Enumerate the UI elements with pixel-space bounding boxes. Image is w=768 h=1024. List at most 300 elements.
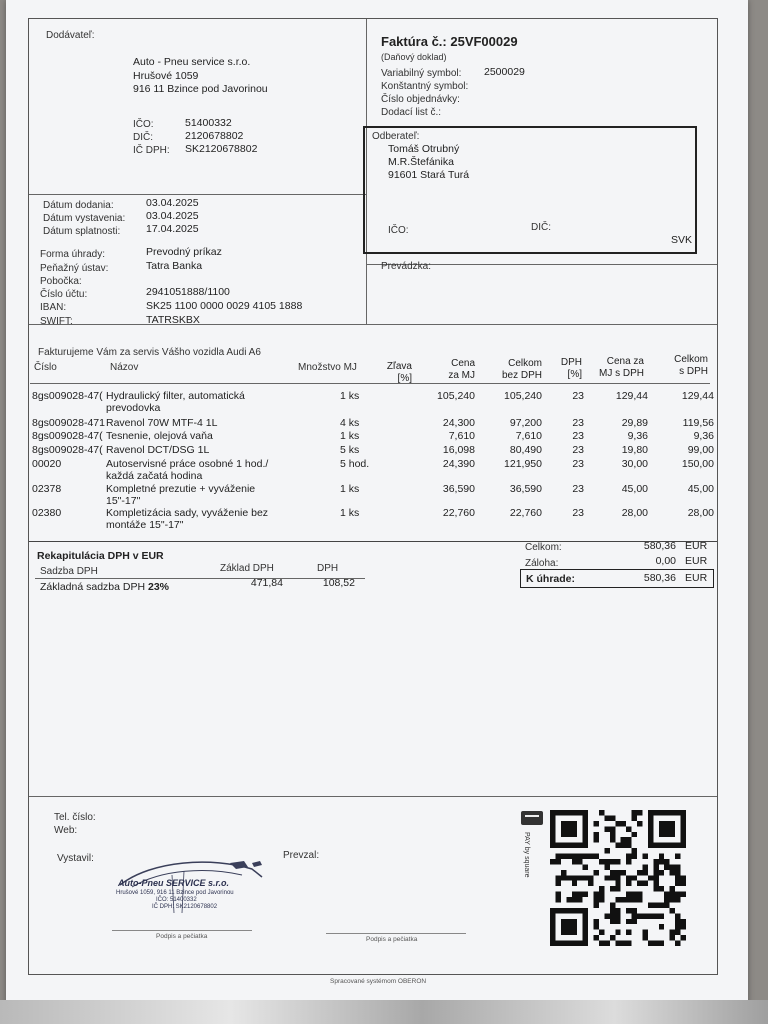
col-total-vat bbox=[660, 354, 708, 378]
cell-code: 00020 bbox=[32, 458, 62, 470]
supplier-dic-label: DIČ: bbox=[133, 132, 153, 143]
qr-module bbox=[653, 870, 658, 875]
cell-qty: 5 hod. bbox=[340, 458, 370, 470]
col-vat-line1: DPH bbox=[560, 357, 582, 368]
cell-unitvat: 19,80 bbox=[621, 444, 648, 456]
qr-module bbox=[632, 908, 637, 913]
buyer-city: 91601 Stará Turá bbox=[388, 169, 470, 181]
qr-module bbox=[670, 892, 675, 897]
qr-module bbox=[594, 854, 599, 859]
qr-module bbox=[675, 930, 680, 935]
qr-module bbox=[648, 902, 653, 907]
payment-method: Prevodný príkaz bbox=[146, 246, 222, 258]
qr-module bbox=[610, 832, 615, 837]
qr-module bbox=[653, 913, 658, 918]
cell-total: 80,490 bbox=[509, 444, 542, 456]
cell-name1: Ravenol DCT/DSG 1L bbox=[106, 444, 210, 456]
qr-module bbox=[675, 875, 680, 880]
stamp-title: Auto-Pneu SERVICE s.r.o. bbox=[118, 878, 230, 888]
payment-method-label: Forma úhrady: bbox=[40, 249, 106, 260]
qr-module bbox=[621, 843, 626, 848]
qr-module bbox=[577, 875, 582, 880]
recap-row-label bbox=[40, 581, 169, 593]
qr-module bbox=[615, 875, 620, 880]
qr-module bbox=[561, 919, 577, 935]
delivery-note-label: Dodací list č.: bbox=[381, 107, 442, 118]
qr-module bbox=[604, 864, 609, 869]
qr-module bbox=[664, 892, 669, 897]
qr-module bbox=[675, 870, 680, 875]
variable-symbol: 2500029 bbox=[484, 66, 525, 78]
qr-module bbox=[610, 870, 615, 875]
qr-module bbox=[610, 837, 615, 842]
cell-totalvat: 99,00 bbox=[687, 444, 714, 456]
cell-qty: 1 ks bbox=[340, 430, 360, 442]
qr-module bbox=[670, 908, 675, 913]
recap-vat: 108,52 bbox=[322, 577, 355, 589]
qr-module bbox=[566, 897, 571, 902]
qr-module bbox=[555, 875, 560, 880]
qr-module bbox=[621, 941, 626, 946]
buyer-street: M.R.Štefánika bbox=[388, 156, 454, 168]
cell-qty: 4 ks bbox=[340, 417, 360, 429]
cell-total: 36,590 bbox=[509, 483, 542, 495]
due-date: 17.04.2025 bbox=[146, 223, 199, 235]
qr-module bbox=[681, 935, 686, 940]
cell-total: 105,240 bbox=[504, 390, 542, 402]
stamp-address: Hrušové 1059, 916 11 Bzince pod Javorinou bbox=[116, 890, 234, 896]
recap-row-rate: 23% bbox=[147, 581, 169, 593]
col-qty: Množstvo MJ bbox=[298, 362, 357, 373]
qr-module bbox=[626, 854, 631, 859]
background-foil bbox=[0, 1000, 768, 1024]
cell-totalvat: 28,00 bbox=[687, 507, 714, 519]
col-code: Číslo bbox=[34, 362, 57, 373]
carrier-label: Prevádzka: bbox=[381, 261, 432, 272]
qr-module bbox=[637, 892, 642, 897]
qr-module bbox=[670, 886, 675, 891]
cell-name1: Hydraulický filter, automatická bbox=[106, 390, 245, 402]
supplier-city: 916 11 Bzince pod Javorinou bbox=[133, 83, 268, 95]
qr-module bbox=[566, 854, 571, 859]
qr-module bbox=[615, 821, 620, 826]
invoice-title: Faktúra č.: 25VF00029 bbox=[381, 34, 518, 49]
recap-base-label: Základ DPH bbox=[220, 563, 274, 574]
qr-module bbox=[664, 897, 669, 902]
qr-module bbox=[615, 930, 620, 935]
qr-module bbox=[594, 892, 599, 897]
qr-module bbox=[626, 941, 631, 946]
cell-unitvat: 9,36 bbox=[627, 430, 648, 442]
table-row bbox=[0, 507, 768, 541]
qr-module bbox=[675, 892, 680, 897]
qr-module bbox=[675, 864, 680, 869]
issue-date-label: Dátum vystavenia: bbox=[43, 213, 126, 224]
qr-module bbox=[588, 875, 593, 880]
cell-totalvat: 150,00 bbox=[681, 458, 714, 470]
qr-module bbox=[659, 913, 664, 918]
col-unit-vat-line2: MJ s DPH bbox=[599, 368, 644, 379]
total-amount: 580,36 bbox=[643, 540, 676, 552]
qr-module bbox=[675, 924, 680, 929]
cell-vat: 23 bbox=[572, 430, 584, 442]
qr-module bbox=[632, 854, 637, 859]
qr-module bbox=[555, 897, 560, 902]
cell-total: 121,950 bbox=[504, 458, 542, 470]
iban-label: IBAN: bbox=[40, 302, 67, 313]
recap-title: Rekapitulácia DPH v EUR bbox=[37, 550, 164, 562]
order-number-label: Číslo objednávky: bbox=[381, 94, 460, 105]
qr-module bbox=[599, 897, 604, 902]
col-name: Názov bbox=[110, 362, 139, 373]
delivery-date: 03.04.2025 bbox=[146, 197, 199, 209]
phone-label: Tel. číslo: bbox=[54, 812, 96, 823]
col-vat-line2: [%] bbox=[567, 369, 582, 380]
qr-module bbox=[648, 941, 653, 946]
col-unit-price-line2: za MJ bbox=[448, 370, 475, 381]
amount-due-currency: EUR bbox=[685, 572, 708, 584]
col-total-vat-line2: s DPH bbox=[679, 366, 708, 377]
qr-module bbox=[675, 941, 680, 946]
qr-module bbox=[637, 821, 642, 826]
qr-module bbox=[610, 886, 615, 891]
qr-module bbox=[621, 897, 626, 902]
qr-module bbox=[615, 843, 620, 848]
qr-module bbox=[626, 897, 631, 902]
qr-module bbox=[675, 913, 680, 918]
supplier-name: Auto - Pneu service s.r.o. bbox=[133, 56, 251, 68]
cell-unit: 105,240 bbox=[437, 390, 475, 402]
qr-module bbox=[572, 881, 577, 886]
signature-caption-issued: Podpis a pečiatka bbox=[156, 933, 208, 940]
qr-module bbox=[653, 902, 658, 907]
qr-module bbox=[610, 815, 615, 820]
cell-unit: 24,300 bbox=[442, 417, 475, 429]
qr-module bbox=[664, 864, 669, 869]
qr-module bbox=[642, 881, 647, 886]
iban: SK25 1100 0000 0029 4105 1888 bbox=[146, 300, 303, 312]
signature-caption-received: Podpis a pečiatka bbox=[366, 936, 418, 943]
cell-qty: 1 ks bbox=[340, 507, 360, 519]
qr-module bbox=[577, 854, 582, 859]
delivery-date-label: Dátum dodania: bbox=[43, 200, 114, 211]
cell-qty: 1 ks bbox=[340, 390, 360, 402]
qr-module bbox=[604, 815, 609, 820]
supplier-icdph-label: IČ DPH: bbox=[133, 145, 170, 156]
qr-module bbox=[675, 881, 680, 886]
branch-label: Pobočka: bbox=[40, 276, 82, 287]
advance-amount: 0,00 bbox=[655, 555, 676, 567]
cell-code: 8gs009028-47( bbox=[32, 430, 103, 442]
cell-name1: Autoservisné práce osobné 1 hod./ bbox=[106, 458, 269, 470]
qr-module bbox=[594, 870, 599, 875]
qr-module bbox=[588, 881, 593, 886]
amount-due-label: K úhrade: bbox=[526, 573, 576, 585]
qr-module bbox=[637, 881, 642, 886]
qr-module bbox=[626, 908, 631, 913]
col-unit-price-line1: Cena bbox=[451, 358, 475, 369]
qr-module bbox=[626, 892, 631, 897]
qr-module bbox=[653, 941, 658, 946]
company-stamp bbox=[112, 855, 292, 915]
qr-module bbox=[577, 859, 582, 864]
qr-module bbox=[642, 913, 647, 918]
qr-module bbox=[670, 870, 675, 875]
due-date-label: Dátum splatnosti: bbox=[43, 226, 121, 237]
cell-totalvat: 45,00 bbox=[687, 483, 714, 495]
qr-module bbox=[626, 919, 631, 924]
qr-module bbox=[626, 826, 631, 831]
qr-module bbox=[594, 902, 599, 907]
qr-module bbox=[653, 875, 658, 880]
qr-module bbox=[626, 930, 631, 935]
qr-module bbox=[572, 875, 577, 880]
qr-module bbox=[659, 902, 664, 907]
received-by-label: Prevzal: bbox=[283, 850, 320, 861]
col-discount-line2: [%] bbox=[397, 373, 412, 384]
stamp-ico: IČO: 51400332 bbox=[156, 897, 197, 903]
qr-module bbox=[664, 859, 669, 864]
table-header-divider bbox=[30, 383, 710, 384]
cell-code: 8gs009028-47( bbox=[32, 444, 103, 456]
qr-module bbox=[626, 881, 631, 886]
pay-by-square-card-icon bbox=[521, 811, 543, 825]
buyer-label: Odberateľ: bbox=[372, 131, 420, 142]
qr-module bbox=[572, 897, 577, 902]
qr-module bbox=[599, 930, 604, 935]
supplier-street: Hrušové 1059 bbox=[133, 70, 199, 82]
cell-totalvat: 129,44 bbox=[681, 390, 714, 402]
qr-module bbox=[610, 859, 615, 864]
cell-qty: 5 ks bbox=[340, 444, 360, 456]
cell-name1: Ravenol 70W MTF-4 1L bbox=[106, 417, 218, 429]
qr-module bbox=[594, 935, 599, 940]
qr-module bbox=[642, 870, 647, 875]
amount-due: 580,36 bbox=[643, 572, 676, 584]
qr-module bbox=[599, 892, 604, 897]
bank: Tatra Banka bbox=[146, 260, 203, 272]
system-footer: Spracované systémom OBERON bbox=[330, 978, 427, 985]
cell-unitvat: 45,00 bbox=[621, 483, 648, 495]
qr-module bbox=[648, 913, 653, 918]
cell-name2: 15"-17" bbox=[106, 495, 141, 507]
invoice-intro: Fakturujeme Vám za servis Vášho vozidla Audi A6 bbox=[38, 347, 261, 358]
swift: TATRSKBX bbox=[146, 314, 200, 326]
cell-vat: 23 bbox=[572, 390, 584, 402]
items-end-divider bbox=[29, 541, 717, 542]
qr-module bbox=[604, 941, 609, 946]
qr-module bbox=[632, 810, 637, 815]
qr-module bbox=[555, 854, 560, 859]
qr-module bbox=[653, 886, 658, 891]
cell-unitvat: 28,00 bbox=[621, 507, 648, 519]
qr-module bbox=[659, 924, 664, 929]
qr-module bbox=[588, 854, 593, 859]
qr-module bbox=[572, 854, 577, 859]
cell-name1: Kompletizácia sady, vyváženie bez bbox=[106, 507, 269, 519]
qr-module bbox=[621, 821, 626, 826]
qr-module bbox=[681, 919, 686, 924]
qr-module bbox=[594, 821, 599, 826]
qr-module bbox=[681, 875, 686, 880]
qr-module bbox=[681, 924, 686, 929]
qr-module bbox=[681, 881, 686, 886]
account-number: 2941051888/1100 bbox=[146, 286, 230, 298]
cell-total: 7,610 bbox=[515, 430, 542, 442]
cell-code: 02378 bbox=[32, 483, 62, 495]
qr-module bbox=[642, 935, 647, 940]
swift-label: SWIFT: bbox=[40, 316, 73, 327]
issued-by-label: Vystavil: bbox=[57, 853, 94, 864]
cell-vat: 23 bbox=[572, 417, 584, 429]
cell-unitvat: 29,89 bbox=[621, 417, 648, 429]
cell-total: 22,760 bbox=[509, 507, 542, 519]
supplier-divider bbox=[29, 194, 366, 195]
invoice-subtitle: (Daňový doklad) bbox=[381, 52, 447, 62]
payment-divider bbox=[29, 324, 717, 325]
qr-module bbox=[561, 870, 566, 875]
cell-name2: prevodovka bbox=[106, 402, 161, 414]
qr-module bbox=[615, 859, 620, 864]
qr-module bbox=[659, 870, 664, 875]
qr-module bbox=[675, 854, 680, 859]
cell-unitvat: 129,44 bbox=[615, 390, 648, 402]
col-total-line2: bez DPH bbox=[501, 370, 542, 381]
qr-module bbox=[610, 935, 615, 940]
cell-unit: 22,760 bbox=[442, 507, 475, 519]
web-label: Web: bbox=[54, 825, 78, 836]
qr-module bbox=[632, 897, 637, 902]
qr-module bbox=[604, 848, 609, 853]
qr-module bbox=[632, 832, 637, 837]
col-vat bbox=[552, 357, 582, 381]
qr-module bbox=[555, 859, 560, 864]
qr-module bbox=[566, 875, 571, 880]
qr-module bbox=[659, 886, 664, 891]
qr-module bbox=[604, 913, 609, 918]
supplier-icdph: SK2120678802 bbox=[185, 143, 258, 155]
buyer-ico-label: IČO: bbox=[388, 225, 409, 236]
issue-date: 03.04.2025 bbox=[146, 210, 199, 222]
cell-qty: 1 ks bbox=[340, 483, 360, 495]
qr-module bbox=[615, 913, 620, 918]
qr-module bbox=[642, 930, 647, 935]
cell-code: 02380 bbox=[32, 507, 62, 519]
qr-module bbox=[599, 859, 604, 864]
qr-module bbox=[610, 902, 615, 907]
qr-module bbox=[615, 881, 620, 886]
cell-unit: 24,390 bbox=[442, 458, 475, 470]
qr-module bbox=[583, 864, 588, 869]
qr-module bbox=[621, 837, 626, 842]
cell-vat: 23 bbox=[572, 444, 584, 456]
recap-vat-label: DPH bbox=[317, 563, 339, 574]
stamp-vat-id: IČ DPH: SK2120678802 bbox=[152, 904, 218, 910]
qr-module bbox=[594, 897, 599, 902]
qr-module bbox=[653, 859, 658, 864]
qr-module bbox=[561, 875, 566, 880]
total-currency: EUR bbox=[685, 540, 708, 552]
cell-vat: 23 bbox=[572, 507, 584, 519]
qr-module bbox=[659, 859, 664, 864]
signature-line-received bbox=[326, 933, 466, 934]
footer-divider bbox=[29, 796, 717, 797]
qr-module bbox=[615, 897, 620, 902]
qr-module bbox=[632, 815, 637, 820]
qr-module bbox=[583, 875, 588, 880]
cell-totalvat: 119,56 bbox=[682, 417, 714, 429]
qr-module bbox=[561, 821, 577, 837]
signature-line-issued bbox=[112, 930, 252, 931]
pay-by-square-text: PAY by square bbox=[523, 832, 530, 878]
cell-name2: každá začatá hodina bbox=[106, 470, 203, 482]
cell-total: 97,200 bbox=[509, 417, 542, 429]
col-total bbox=[490, 358, 542, 382]
total-label: Celkom: bbox=[525, 542, 562, 553]
cell-code: 8gs009028-47( bbox=[32, 390, 103, 402]
qr-module bbox=[599, 941, 604, 946]
qr-module bbox=[615, 908, 620, 913]
col-unit-price bbox=[430, 358, 475, 382]
qr-module bbox=[615, 870, 620, 875]
qr-module bbox=[632, 919, 637, 924]
account-label: Číslo účtu: bbox=[40, 289, 88, 300]
recap-base: 471,84 bbox=[250, 577, 283, 589]
qr-module bbox=[610, 875, 615, 880]
cell-totalvat: 9,36 bbox=[693, 430, 714, 442]
cell-unitvat: 30,00 bbox=[621, 458, 648, 470]
qr-module bbox=[561, 854, 566, 859]
qr-module bbox=[632, 848, 637, 853]
qr-module bbox=[626, 837, 631, 842]
qr-module bbox=[653, 864, 658, 869]
qr-module bbox=[637, 913, 642, 918]
qr-module bbox=[670, 897, 675, 902]
advance-label: Záloha: bbox=[525, 558, 559, 569]
cell-name1: Kompletné prezutie + vyváženie bbox=[106, 483, 256, 495]
qr-module bbox=[615, 941, 620, 946]
col-total-line1: Celkom bbox=[508, 358, 542, 369]
qr-module bbox=[632, 913, 637, 918]
qr-module bbox=[670, 930, 675, 935]
cell-name2: montáže 15"-17" bbox=[106, 519, 184, 531]
buyer-country: SVK bbox=[671, 234, 693, 246]
qr-module bbox=[610, 826, 615, 831]
qr-module bbox=[555, 892, 560, 897]
qr-module bbox=[626, 875, 631, 880]
payment-qr-code-icon bbox=[548, 810, 688, 946]
constant-symbol-label: Konštantný symbol: bbox=[381, 81, 469, 92]
recap-rate-label: Sadzba DPH bbox=[40, 566, 98, 577]
qr-module bbox=[610, 908, 615, 913]
qr-module bbox=[555, 881, 560, 886]
qr-module bbox=[583, 854, 588, 859]
qr-module bbox=[610, 913, 615, 918]
cell-vat: 23 bbox=[572, 458, 584, 470]
qr-module bbox=[604, 859, 609, 864]
recap-row-text: Základná sadzba DPH bbox=[40, 581, 146, 593]
qr-module bbox=[594, 919, 599, 924]
cell-unit: 16,098 bbox=[442, 444, 475, 456]
cell-code: 8gs009028-471 bbox=[32, 417, 105, 429]
qr-module bbox=[626, 859, 631, 864]
buyer-name: Tomáš Otrubný bbox=[388, 143, 460, 155]
qr-module bbox=[664, 902, 669, 907]
qr-module bbox=[577, 897, 582, 902]
cell-unit: 36,590 bbox=[442, 483, 475, 495]
qr-module bbox=[594, 924, 599, 929]
qr-module bbox=[648, 875, 653, 880]
